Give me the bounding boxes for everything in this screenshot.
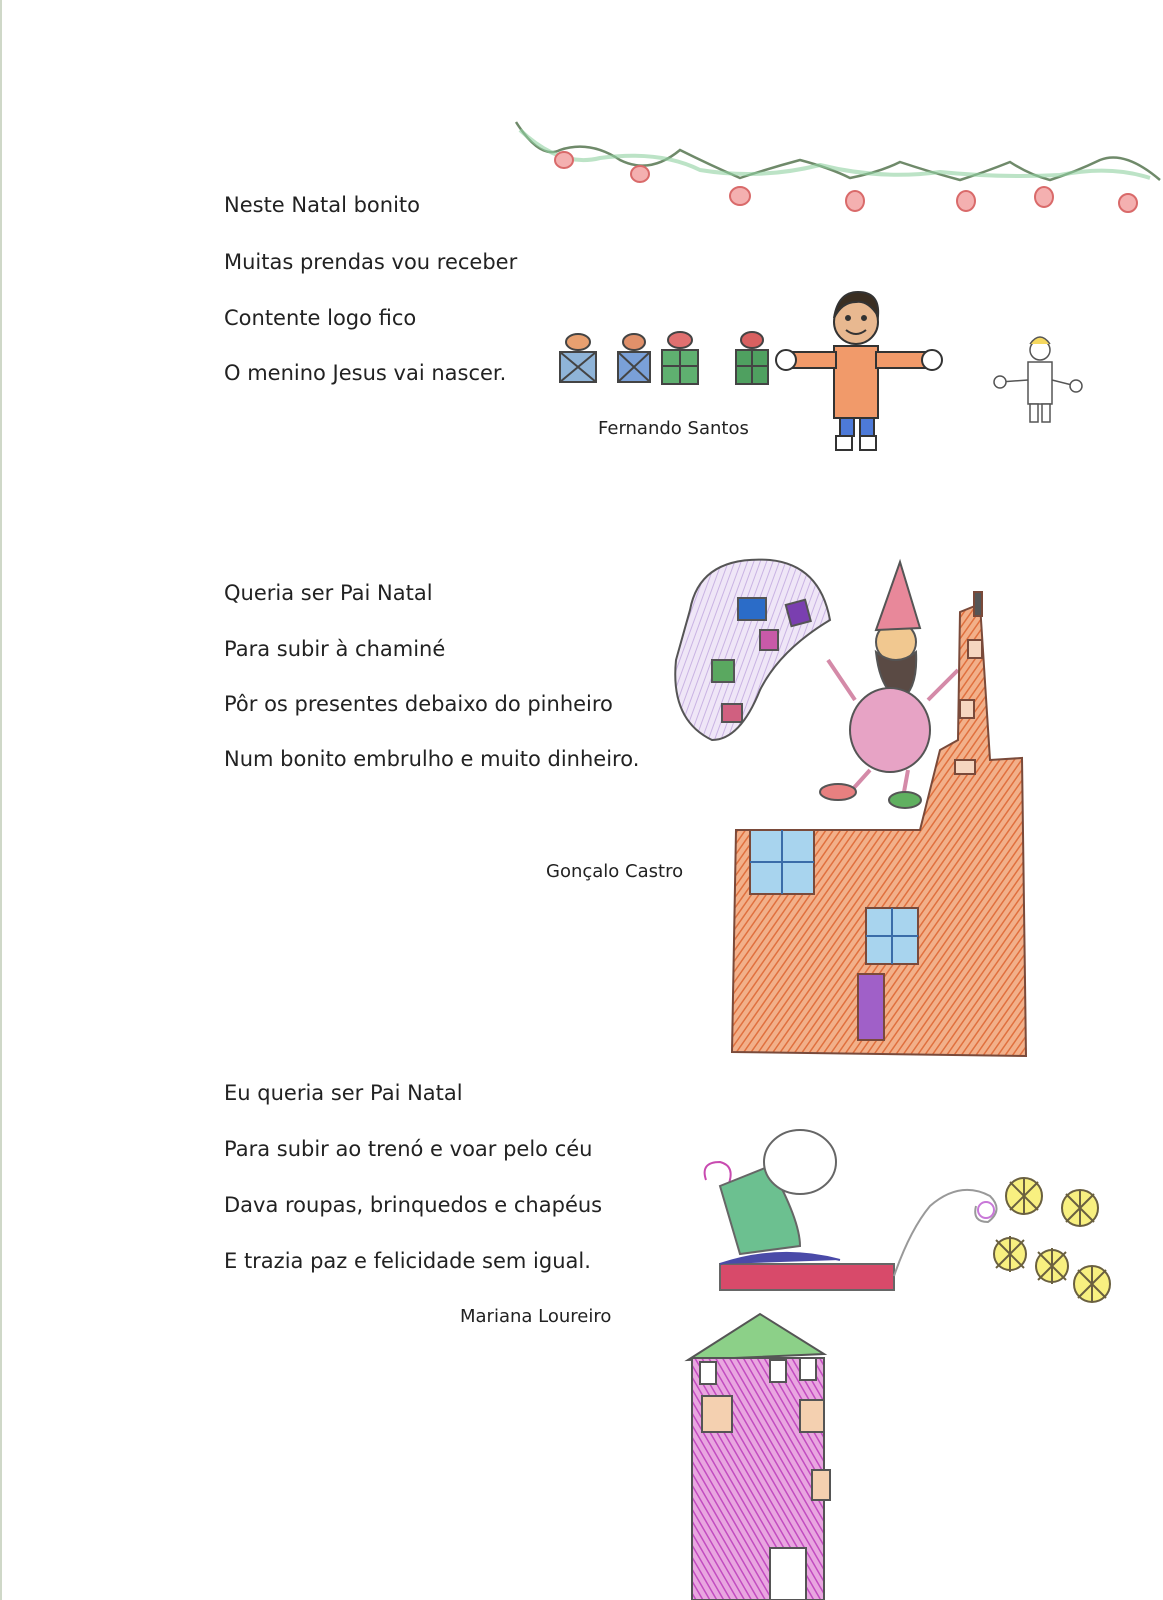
poem-3-line-4: E trazia paz e felicidade sem igual. <box>224 1249 591 1273</box>
santa-drawing <box>675 560 958 808</box>
poem-3-line-3: Dava roupas, brinquedos e chapéus <box>224 1193 603 1217</box>
poem-3-line-2: Para subir ao trenó e voar pelo céu <box>224 1137 593 1161</box>
poem-2-line-4: Num bonito embrulho e muito dinheiro. <box>224 747 640 771</box>
poem-1-line-1: Neste Natal bonito <box>224 193 420 217</box>
garland-drawing <box>516 122 1160 212</box>
boy-drawing <box>776 292 942 450</box>
gifts-drawing <box>560 332 768 384</box>
sleigh-drawing <box>705 1130 997 1290</box>
poem-2-line-2: Para subir à chaminé <box>224 637 446 661</box>
poem-2-author: Gonçalo Castro <box>546 861 684 882</box>
poem-1-line-2: Muitas prendas vou receber <box>224 250 518 274</box>
angel-drawing <box>994 337 1082 422</box>
poem-2-line-1: Queria ser Pai Natal <box>224 581 433 605</box>
poem-1-line-4: O menino Jesus vai nascer. <box>224 361 507 385</box>
poem-3-line-1: Eu queria ser Pai Natal <box>224 1081 463 1105</box>
poem-3-author: Mariana Loureiro <box>460 1306 612 1327</box>
poem-1-line-3: Contente logo fico <box>224 306 417 330</box>
stars-drawing <box>994 1178 1110 1302</box>
poem-2-line-3: Pôr os presentes debaixo do pinheiro <box>224 692 613 716</box>
poem-1-author: Fernando Santos <box>598 418 749 439</box>
pink-house-drawing <box>688 1314 830 1600</box>
